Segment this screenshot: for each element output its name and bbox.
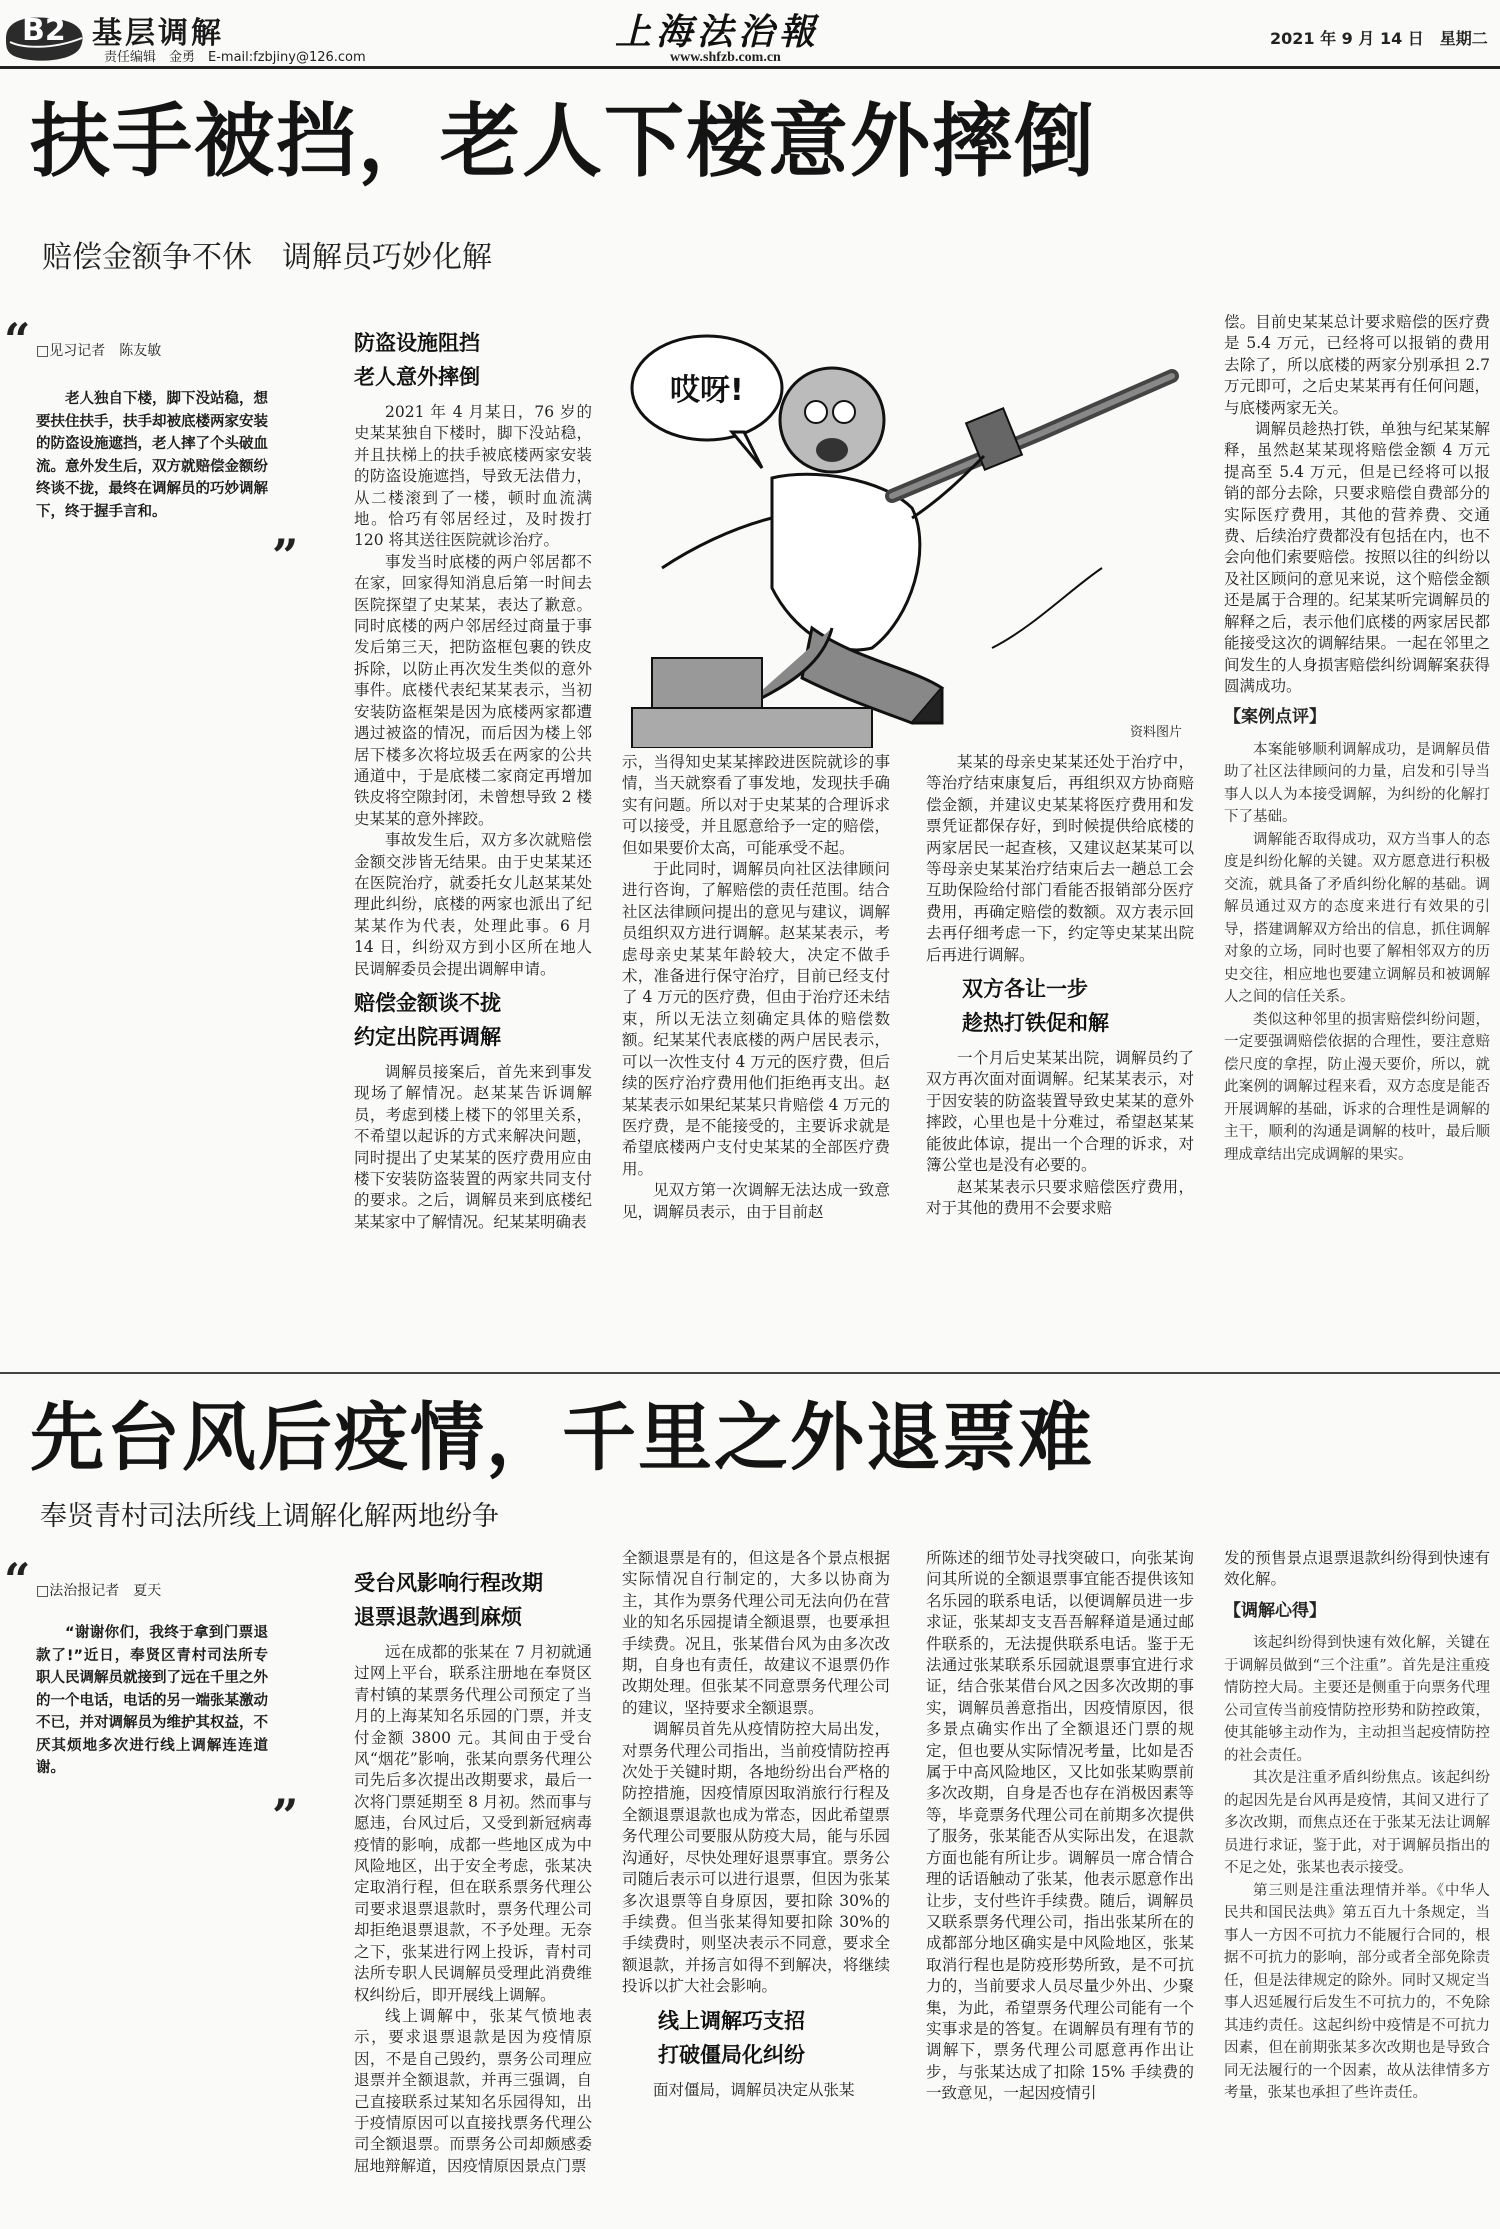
article1-review <box>1224 739 1490 1167</box>
subheading: 防盗设施阻挡 老人意外摔倒 <box>354 331 480 389</box>
review-heading: 【调解心得】 <box>1224 1600 1326 1621</box>
open-quote-mark: “ <box>4 1553 31 1607</box>
article2-col2-text-a <box>622 1548 890 1998</box>
article-divider <box>0 1372 1500 1374</box>
paragraph: 调解员接案后，首先来到事发现场了解情况。赵某某告诉调解员，考虑到楼上楼下的邻里关系，不希望以起诉的方式来解决问题，同时提出了史某某的医疗费用应由楼下安装防盗装置的两家共同支付的要求。之后，调解员来到底楼纪某某家中了解情况。纪某某明确表 <box>354 1062 592 1231</box>
subheading: 赔偿金额谈不拢 约定出院再调解 <box>354 990 501 1049</box>
paragraph: 发的预售景点退票退款纠纷得到快速有效化解。 <box>1224 1549 1490 1589</box>
article1-col3-text-a <box>926 752 1194 966</box>
article2-lead: “谢谢你们，我终于拿到门票退款了!”近日，奉贤区青村司法所专职人民调解员就接到了远在千里之外的一个电话，电话的另一端张某激动不已，并对调解员为维护其权益，不厌其烦地多次进行线上调解连连道谢。 <box>36 1625 268 1776</box>
paragraph: 面对僵局，调解员决定从张某 <box>653 2080 855 2099</box>
falling-elderly-man-illustration <box>612 328 1192 748</box>
paragraph: 该起纠纷得到快速有效化解，关键在于调解员做到“三个注重”。首先是注重疫情防控大局。主要还是侧重于向票务代理公司宣传当前疫情防控形势和防控政策，使其能够主动作为，主动担当起疫情防控的社会责任。 <box>1224 1635 1490 1764</box>
section-title: 基层调解 <box>92 16 224 51</box>
review-heading: 【案例点评】 <box>1224 707 1326 728</box>
article1-col2-text <box>622 752 890 1223</box>
website: www.shfzb.com.cn <box>670 50 781 65</box>
paragraph: 事发当时底楼的两户邻居都不在家，回家得知消息后第一时间去医院探望了史某某，表达了歉意。同时底楼的两户邻居经过商量于事发后第三天，把防盗框包裹的铁皮拆除，以防止再次发生类似的意外事件。底楼代表纪某某表示，当初安装防盗框架是因为底楼两家都遭遇过被盗的情况，而后因为楼上邻居下楼多次将垃圾丢在两家的公共通道中，于是底楼二家商定再增加铁皮将空隙封闭，未曾想导致 2 楼史某某的意外摔跤。 <box>354 552 592 828</box>
paper-name: 上海法治報 <box>615 11 821 53</box>
paragraph: 全额退票是有的，但这是各个景点根据实际情况自行制定的，大多以协商为主，其作为票务代理公司无法向仍在营业的知名乐园提请全额退票，也要承担手续费。况且，张某借台风为由多次改期，自身也有责任，故建议不退票仍作改期处理。但张某不同意票务代理公司的建议，坚持要求全额退票。 <box>622 1549 890 1717</box>
editor-line: 责任编辑 金勇 E-mail:fzbjiny@126.com <box>104 50 366 65</box>
paragraph: 调解员首先从疫情防控大局出发，对票务代理公司指出，当前疫情防控再次处于关键时期，各地纷纷出台严格的防控措施，因疫情原因取消旅行行程及全额退票退款也成为常态，因此希望票务代理公司要服从防疫大局，能与乐园沟通好，尽快处理好退票事宜。票务公司随后表示可以进行退票，但因为张某多次退票等自身原因，要扣除 30%的手续费。但当张某得知要扣除 30%的手续费时，则坚决表示不同意，要求全额退款，并扬言如得不到解决，将继续投诉以扩大社会影响。 <box>622 1720 890 1996</box>
paragraph: 线上调解中，张某气愤地表示，要求退票退款是因为疫情原因，不是自己毁约，票务公司理应退票并全额退款，并再三强调，自己直接联系过某知名乐园得知，出于疫情原因可以直接找票务代理公司全额退票。而票务公司却颇感委屈地辩解道，因疫情原因景点门票 <box>354 2006 592 2175</box>
paragraph: 于此同时，调解员向社区法律顾问进行咨询，了解赔偿的责任范围。结合社区法律顾问提出的意见与建议，调解员组织双方进行调解。赵某某表示，考虑母亲史某某年龄较大，决定不做手术，准备进行保守治疗，目前已经支付了 4 万元的医疗费，但由于治疗还未结束，所以无法立刻确定具体的赔偿数额。纪某某代表底楼的两户居民表示，可以一次性支付 4 万元的医疗费，但后续的医疗治疗费用他们拒绝再支出。赵某某表示如果纪某某只肯赔偿 4 万元的医疗费，是不能接受的，主要诉求就是希望底楼两户支付史某某的全部医疗费用。 <box>622 860 890 1178</box>
issue-date: 2021 年 9 月 14 日 星期二 <box>1270 29 1488 48</box>
article1-col3 <box>926 752 1194 1219</box>
speech-text: 哎呀! <box>670 373 744 408</box>
article2-col4-text <box>1224 1548 1490 1591</box>
article1-byline: □见习记者 陈友敏 <box>36 343 162 359</box>
paragraph: 事故发生后，双方多次就赔偿金额交涉皆无结果。由于史某某还在医院治疗，就委托女儿赵某某处理此纠纷，底楼的两家也派出了纪某某作为代表，处理此事。6 月 14 日，纠纷双方到小区所在地人民调解委员会提出调解申请。 <box>354 831 592 978</box>
masthead-rule <box>0 66 1500 69</box>
paragraph: 2021 年 4 月某日，76 岁的史某某独自下楼时，脚下没站稳，并且扶梯上的扶手被底楼两家安装的防盗设施遮挡，导致无法借力，从二楼滚到了一楼，顿时血流满地。恰巧有邻居经过，及时拨打 120 将其送往医院就诊治疗。 <box>354 403 592 550</box>
subheading: 受台风影响行程改期 退票退款遇到麻烦 <box>354 1571 543 1629</box>
open-quote-mark: “ <box>4 313 31 367</box>
article1-col4-text <box>1224 312 1490 697</box>
masthead <box>0 0 1500 68</box>
paragraph: 远在成都的张某在 7 月初就通过网上平台，联系注册地在奉贤区青村镇的某票务代理公司预定了当月的上海某知名乐园的门票，并支付金额 3800 元。其间由于受台风“烟花”影响，张某向票务代理公司先后多次提出改期要求，最后一次将门票延期至 8 月初。然而事与愿违，台风过后，又受到新冠病毒疫情的影响，成都一些地区成为中风险地区，出于安全考虑，张某决定取消行程，但在联系票务代理公司要求退票退款时，票务代理公司却拒绝退票退款，不予处理。无奈之下，张某进行网上投诉，青村司法所专职人民调解员受理此消费维权纠纷后，即开展线上调解。 <box>354 1643 592 2004</box>
article1-illustration <box>612 328 1192 748</box>
article2-col3 <box>926 1548 1194 2105</box>
paragraph: 调解员趁热打铁，单独与纪某某解释，虽然赵某某现将赔偿金额 4 万元提高至 5.4 万元，但是已经将可以报销的部分去除，只要求赔偿自费部分的实际医疗费用，其他的营养费、交通费、后续治疗费都没有包括在内，也不会向他们索要赔偿。按照以往的纠纷以及社区顾问的意见来说，这个赔偿金额还是属于合理的。纪某某听完调解员的解释之后，表示他们底楼的两家居民都能接受这次的调解结果。一起在邻里之间发生的人身损害赔偿纠纷调解案获得圆满成功。 <box>1224 420 1490 695</box>
article2-headline: 先台风后疫情，千里之外退票难 <box>30 1395 1094 1481</box>
article1-col1 <box>354 326 592 1233</box>
article2-deck: 奉贤青村司法所线上调解化解两地纷争 <box>40 1501 499 1532</box>
paragraph: 见双方第一次调解无法达成一致意见，调解员表示，由于目前赵 <box>622 1181 890 1221</box>
paragraph: 第三则是注重法理情并举。《中华人民共和国民法典》第五百九十条规定，当事人一方因不可抗力不能履行合同的，根据不可抗力的影响，部分或者全部免除责任，但是法律规定的除外。同时又规定当事人迟延履行后发生不可抗力的，不免除其违约责任。这起纠纷中疫情是不可抗力因素，但在前期张某多次改期也是导致合同无法履行的一个因素，故从法律情多方考量，张某也承担了些许责任。 <box>1224 1882 1490 2102</box>
article2-col3-text <box>926 1548 1194 2105</box>
page-code: B2 <box>22 13 66 48</box>
paragraph: 某某的母亲史某某还处于治疗中，等治疗结束康复后，再组织双方协商赔偿金额，并建议史某某将医疗费用和发票凭证都保存好，到时候提供给底楼的两家居民一起查核，又建议赵某某可以等母亲史某某治疗结束后去一趟总工会互助保险给付部门看能否报销部分医疗费用，再确定赔偿的数额。双方表示回去再仔细考虑一下，约定等史某某出院后再进行调解。 <box>926 753 1194 964</box>
subheading: 线上调解巧支招 打破僵局化纠纷 <box>658 2008 805 2067</box>
article1-lead: 老人独自下楼，脚下没站稳，想要扶住扶手，扶手却被底楼两家安装的防盗设施遮挡，老人摔了个头破血流。意外发生后，双方就赔偿金额纷终谈不拢，最终在调解员的巧妙调解下，终于握手言和。 <box>36 391 268 520</box>
article2-col4 <box>1224 1548 1490 2105</box>
paragraph: 一个月后史某某出院，调解员约了双方再次面对面调解。纪某某表示，对于因安装的防盗装置导致史某某的意外摔跤，心里也是十分难过，希望赵某某能彼此体谅，提出一个合理的诉求，对簿公堂也是没有必要的。 <box>926 1049 1194 1175</box>
paragraph: 所陈述的细节处寻找突破口，向张某询问其所说的全额退票事宜能否提供该知名乐园的联系电话，以便调解员进一步求证，张某却支支吾吾解释道是通过邮件联系的，无法提供联系电话。鉴于无法通过张某联系乐园就退票事宜进行求证，结合张某借台风之因多次改期的事实，调解员善意指出，因疫情原因，很多景点确实作出了全额退还门票的规定，但也要从实际情况考量，比如是否属于中高风险地区，又比如张某购票前多次改期，自身是否也存在消极因素等等，毕竟票务代理公司在前期多次提供了服务，张某能否从实际出发，在退款方面也能有所让步。调解员一席合情合理的话语触动了张某，他表示愿意作出让步，支付些许手续费。随后，调解员又联系票务代理公司，指出张某所在的成都部分地区确实是中风险地区，张某取消行程也是防疫形势所致，是不可抗力的，当前要求人员尽量少外出、少聚集，为此，希望票务代理公司能有一个实事求是的答复。在调解员有理有节的调解下，票务代理公司愿意再作出让步，与张某达成了扣除 15% 手续费的一致意见，一起因疫情引 <box>926 1549 1194 2103</box>
paragraph: 类似这种邻里的损害赔偿纠纷问题，一定要强调赔偿依据的合理性，要注意赔偿尺度的拿捏，防止漫天要价，所以，就此案例的调解过程来看，双方态度是能否开展调解的基础，诉求的合理性是调解的主干，顺利的沟通是调解的枝叶，最后顺理成章结出完成调解的果实。 <box>1224 1011 1490 1163</box>
article1-col4 <box>1224 312 1490 1166</box>
subheading: 双方各让一步 趁热打铁促和解 <box>962 977 1109 1036</box>
article2-col2 <box>622 1548 890 2101</box>
paragraph: 本案能够顺利调解成功，是调解员借助了社区法律顾问的力量，启发和引导当事人以人为本接受调解，为纠纷的化解打下了基础。 <box>1224 741 1490 826</box>
article1-col3-text-b <box>926 1048 1194 1219</box>
close-quote-mark: ” <box>272 1789 299 1843</box>
article1-deck: 赔偿金额争不休 调解员巧妙化解 <box>42 240 492 275</box>
illustration-caption: 资料图片 <box>1130 725 1183 740</box>
article2-byline: □法治报记者 夏天 <box>36 1583 162 1599</box>
paragraph: 赵某某表示只要求赔偿医疗费用，对于其他的费用不会要求赔 <box>926 1177 1194 1217</box>
article2-review <box>1224 1632 1490 2105</box>
paragraph: 示，当得知史某某摔跤进医院就诊的事情，当天就察看了事发地，发现扶手确实有问题。所以对于史某某的合理诉求可以接受，并且愿意给予一定的赔偿，但如果要价太高，可能承受不起。 <box>622 753 890 857</box>
article1-headline: 扶手被挡，老人下楼意外摔倒 <box>30 95 1096 188</box>
close-quote-mark: ” <box>272 529 299 583</box>
article2-col1 <box>354 1566 592 2177</box>
article1-col2 <box>622 752 890 1223</box>
paragraph: 其次是注重矛盾纠纷焦点。该起纠纷的起因先是台风再是疫情，其间又进行了多次改期，而焦点还在于张某无法让调解员进行求证，鉴于此，对于调解员指出的不足之处，张某也表示接受。 <box>1224 1770 1490 1877</box>
paragraph: 调解能否取得成功，双方当事人的态度是纠纷化解的关键。双方愿意进行积极交流，就具备了矛盾纠纷化解的基础。调解员通过双方的态度来进行有效果的引导，搭建调解双方给出的信息，抓住调解对象的立场，同时也要了解相邻双方的历史交往，相应地也要建立调解员和被调解人之间的信任关系。 <box>1224 831 1490 1006</box>
paragraph: 偿。目前史某某总计要求赔偿的医疗费是 5.4 万元，已经将可以报销的费用去除了，所以底楼的两家分别承担 2.7 万元即可，之后史某某再有任何问题，与底楼两家无关。 <box>1224 313 1490 417</box>
